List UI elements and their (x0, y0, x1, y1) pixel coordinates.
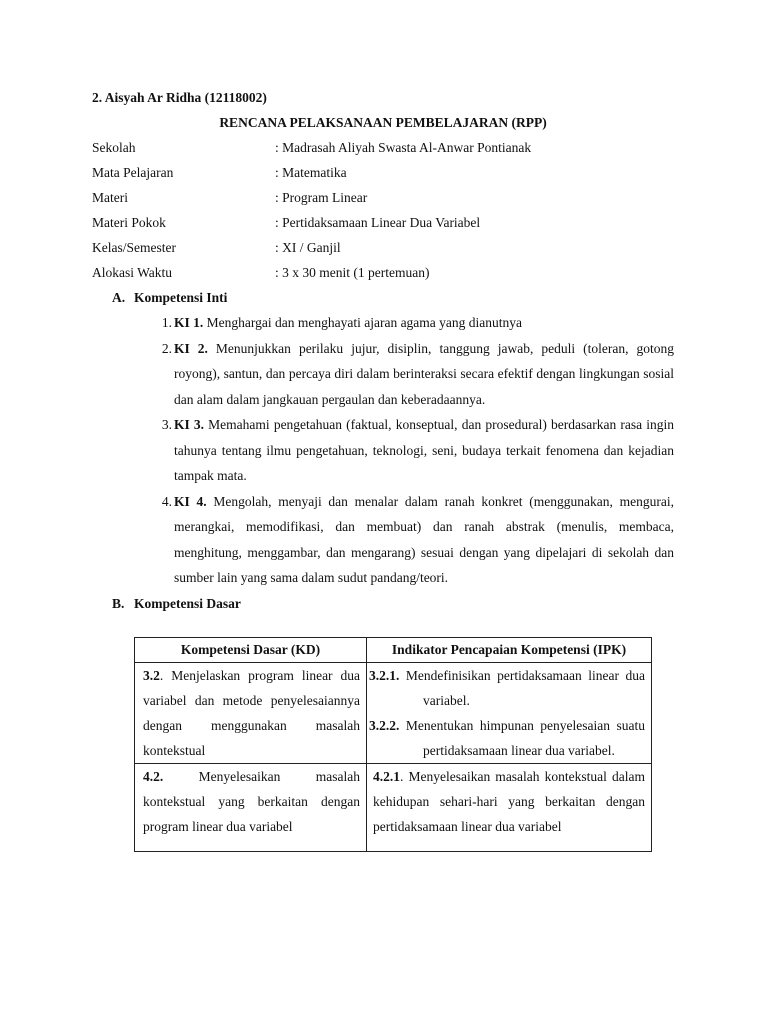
section-letter: B. (112, 595, 125, 611)
info-label: Sekolah (92, 140, 136, 155)
ki-item (92, 412, 674, 489)
ki-list (92, 310, 674, 591)
author-line: 2. Aisyah Ar Ridha (12118002) (92, 90, 267, 105)
kd-content (143, 764, 360, 839)
ipk-cell (367, 764, 652, 852)
table-header-kd: Kompetensi Dasar (KD) (135, 638, 367, 663)
document-title: RENCANA PELAKSANAAN PEMBELAJARAN (RPP) (219, 115, 547, 130)
ki-number: 1. (161, 315, 172, 330)
section-title: Kompetensi Dasar (134, 595, 241, 611)
info-value: : Pertidaksamaan Linear Dua Variabel (275, 215, 481, 230)
info-row-alokasi-waktu (92, 260, 674, 285)
kd-text: . Menjelaskan program linear dua variabel dan metode penyelesaiannya dengan menggunakan masalah kontekstual (143, 668, 360, 758)
ki-code: KI 1. (174, 315, 204, 330)
document-page (92, 86, 674, 834)
ipk-cell (367, 663, 652, 764)
info-row-materi (92, 185, 674, 210)
ipk-item (369, 663, 645, 713)
ki-code: KI 4. (174, 493, 207, 509)
ipk-code: 3.2.2. (369, 718, 400, 733)
info-label: Kelas/Semester (92, 240, 176, 255)
ki-number: 2. (161, 340, 172, 356)
ki-code: KI 3. (174, 417, 205, 432)
kd-code: 4.2. (143, 769, 164, 784)
ki-body (174, 412, 674, 489)
kd-cell (135, 663, 367, 764)
info-value: : XI / Ganjil (275, 240, 341, 255)
info-row-mata-pelajaran (92, 160, 674, 185)
ki-text: Menghargai dan menghayati ajaran agama yang dianutnya (203, 315, 523, 330)
ki-code: KI 2. (174, 340, 208, 356)
ki-item (92, 489, 674, 591)
kd-text: Menyelesaikan masalah kontekstual yang berkaitan dengan program linear dua variabel (143, 769, 360, 834)
ki-number: 4. (161, 493, 172, 509)
info-value: : Program Linear (275, 190, 368, 205)
table-header-ipk: Indikator Pencapaian Kompetensi (IPK) (367, 638, 652, 663)
info-value: : 3 x 30 menit (1 pertemuan) (275, 265, 430, 280)
ki-text: Menunjukkan perilaku jujur, disiplin, tanggung jawab, peduli (toleran, gotong royong), santun, dan percaya diri dalam berinteraksi secara efektif dengan lingkungan sosial dan alam dalam jangkauan pergaulan dan keberadaannya. (174, 340, 674, 407)
ipk-text: Mendefinisikan pertidaksamaan linear dua variabel. (399, 668, 645, 708)
ki-text: Memahami pengetahuan (faktual, konseptual, dan prosedural) berdasarkan rasa ingin tahunya tentang ilmu pengetahuan, teknologi, seni, budaya terkait fenomena dan kejadian tampak mata. (174, 417, 674, 483)
ki-text: Mengolah, menyaji dan menalar dalam ranah konkret (menggunakan, mengurai, merangkai, memodifikasi, dan membuat) dan ranah abstrak (menulis, membaca, menghitung, menggambar, dan mengarang) sesuai dengan yang dipelajari di sekolah dan sumber lain yang sama dalam sudut pandang/teori. (174, 493, 674, 585)
kd-code: 3.2 (143, 668, 160, 683)
ipk-text: . Menyelesaikan masalah kontekstual dalam kehidupan sehari-hari yang berkaitan dengan pertidaksamaan linear dua variabel (373, 769, 645, 834)
info-block (92, 135, 674, 285)
ki-body (174, 489, 674, 591)
info-value: : Matematika (275, 165, 347, 180)
kd-content (143, 663, 360, 763)
ipk-text: Menentukan himpunan penyelesaian suatu pertidaksamaan linear dua variabel. (399, 718, 645, 758)
section-heading-a (92, 285, 674, 310)
section-title: Kompetensi Inti (134, 290, 228, 305)
info-row-sekolah (92, 135, 674, 160)
info-value: : Madrasah Aliyah Swasta Al-Anwar Pontianak (275, 140, 532, 155)
ki-body (174, 336, 674, 413)
ipk-item (369, 713, 645, 763)
kd-ipk-table (134, 637, 652, 852)
ki-item (92, 310, 674, 336)
ipk-code: 4.2.1 (373, 769, 400, 784)
info-label: Mata Pelajaran (92, 165, 174, 180)
info-label: Materi Pokok (92, 215, 166, 230)
kd-cell (135, 764, 367, 852)
info-label: Alokasi Waktu (92, 265, 173, 280)
info-row-materi-pokok (92, 210, 674, 235)
ki-number: 3. (161, 417, 172, 432)
ipk-item (373, 764, 645, 839)
section-letter: A. (112, 290, 126, 305)
table-row (135, 663, 652, 764)
info-label: Materi (92, 190, 128, 205)
ki-body (174, 310, 674, 336)
table-header-row (135, 638, 652, 663)
info-row-kelas-semester (92, 235, 674, 260)
ipk-code: 3.2.1. (369, 668, 400, 683)
section-heading-b (92, 591, 674, 616)
ki-item (92, 336, 674, 413)
table-row (135, 764, 652, 852)
